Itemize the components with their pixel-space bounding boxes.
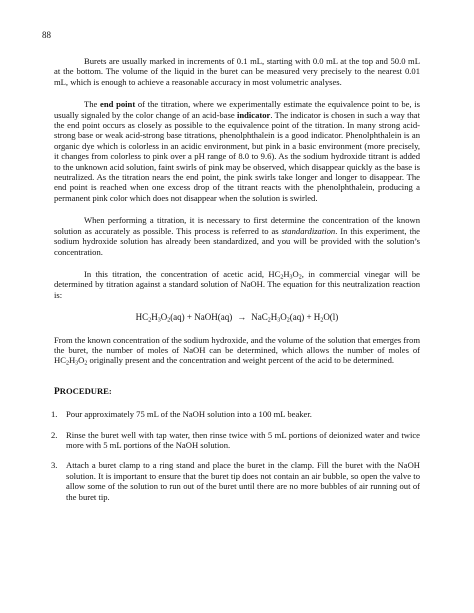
eq-text: H	[151, 312, 158, 323]
page-number: 88	[42, 30, 51, 40]
subscript: 2	[148, 317, 152, 324]
subscript: 2	[84, 360, 88, 367]
paragraph-calculation	[54, 335, 420, 366]
text-run: The	[84, 99, 101, 110]
term-standardization: standardization	[281, 225, 336, 236]
eq-text: H	[270, 312, 278, 323]
reaction-arrow-icon: →	[237, 312, 247, 323]
text-run: originally present and the concentration and weight percent of the acid to be determined.	[87, 355, 395, 366]
text-run: When performing a titration, it is necessary to first determine the concentration of the known solution as accurately as possible. This process is referred to as	[54, 215, 420, 236]
text-run: of the titration, where we experimentally estimate the equivalence point to be, is usually signaled by the color change of an acid-base	[54, 99, 420, 120]
eq-text: NaC	[251, 312, 268, 323]
subscript: 3	[157, 317, 161, 324]
procedure-step	[51, 409, 420, 420]
eq-text: O(l)	[323, 312, 339, 323]
heading-initial: P	[54, 386, 60, 397]
procedure-step	[51, 460, 420, 502]
procedure-step	[51, 429, 420, 451]
subscript: 2	[267, 317, 271, 324]
subscript: 2	[167, 317, 171, 324]
subscript: 3	[75, 360, 79, 367]
eq-text: (aq) + H	[289, 312, 321, 323]
term-indicator: indicator	[236, 109, 271, 120]
procedure-list	[51, 409, 420, 502]
paragraph-buret-markings: Burets are usually marked in increments of 0.1 mL, starting with 0.0 mL at the top and 50.0 mL at the bottom. The volume of the liquid in the buret can be measured very precisely to the nearest 0.01 mL, which is enough to achieve a reasonable accuracy in most volumetric analyses.	[54, 56, 420, 87]
subscript: 2	[320, 317, 324, 324]
heading-rest: ROCEDURE:	[59, 385, 112, 396]
paragraph-acetic-acid	[54, 269, 420, 300]
subscript: 2	[286, 317, 290, 324]
paragraph-standardization	[54, 215, 420, 257]
text-run: In this titration, the concentration of acetic acid, HC	[84, 268, 281, 279]
eq-text: O	[160, 312, 168, 323]
step-text: Pour approximately 75 mL of the NaOH solution into a 100 mL beaker.	[66, 409, 312, 420]
step-number: 2.	[51, 429, 58, 440]
subscript: 3	[277, 317, 281, 324]
subscript: 3	[289, 274, 293, 281]
step-text: Attach a buret clamp to a ring stand and place the buret in the clamp. Fill the buret with the NaOH solution. It is important to ensure that the buret tip does not contain an air bubble, so open the valve to allow some of the solution to run out of the buret until there are no more bubbles of air running out of the buret tip.	[66, 460, 420, 502]
text-run: , in commercial vinegar will be determined by titration against a standard solution of NaOH. The equation for this neutralization reaction is:	[54, 268, 420, 300]
eq-text: (aq) + NaOH(aq)	[170, 312, 233, 323]
text-run: . The indicator is chosen in such a way that the end point occurs as closely as possible to the equivalence point of the titration. In many strong acid-strong base or weak acid-strong base titrations, phenolphthalein is a good indicator. Phenolphthalein is an organic dye which is colorless in an acidic environment, but pink in a basic environment (more precisely, it changes from colorless to pink over a pH range of 8.0 to 9.6). As the sodium hydroxide titrant is added to the unknown acid solution, faint swirls of pink may be observed, which disappear quickly as the base is neutralized. As the titration nears the end point, the pink swirls take longer and longer to disappear. The end point is reached when one excess drop of the titrant reacts with the phenolphthalein, producing a permanent pink color which does not disappear when the solution is swirled.	[54, 109, 420, 203]
step-number: 3.	[51, 460, 58, 471]
text-run: . In this experiment, the sodium hydroxide solution has already been standardized, and you will be provided with the solution’s concentration.	[54, 225, 420, 257]
text-run: From the known concentration of the sodium hydroxide, and the volume of the solution that emerges from the buret, the number of moles of NaOH can be determined, which allows the number of moles of HC	[54, 334, 420, 366]
text-run: H	[283, 268, 290, 279]
step-number: 1.	[51, 409, 58, 420]
paragraph-end-point	[54, 99, 420, 203]
subscript: 2	[298, 274, 302, 281]
eq-text: HC	[135, 312, 149, 323]
text-run: H	[68, 355, 76, 366]
document-body	[51, 56, 420, 512]
text-run: O	[292, 268, 299, 279]
text-run: O	[78, 355, 85, 366]
subscript: 2	[65, 360, 69, 367]
neutralization-equation	[54, 312, 420, 322]
eq-text: O	[280, 312, 287, 323]
subscript: 2	[280, 274, 284, 281]
step-text: Rinse the buret well with tap water, then rinse twice with 5 mL portions of deionized water and twice more with 5 mL portions of the NaOH solution.	[66, 429, 420, 450]
procedure-heading	[54, 386, 420, 397]
term-end-point: end point	[100, 99, 136, 110]
